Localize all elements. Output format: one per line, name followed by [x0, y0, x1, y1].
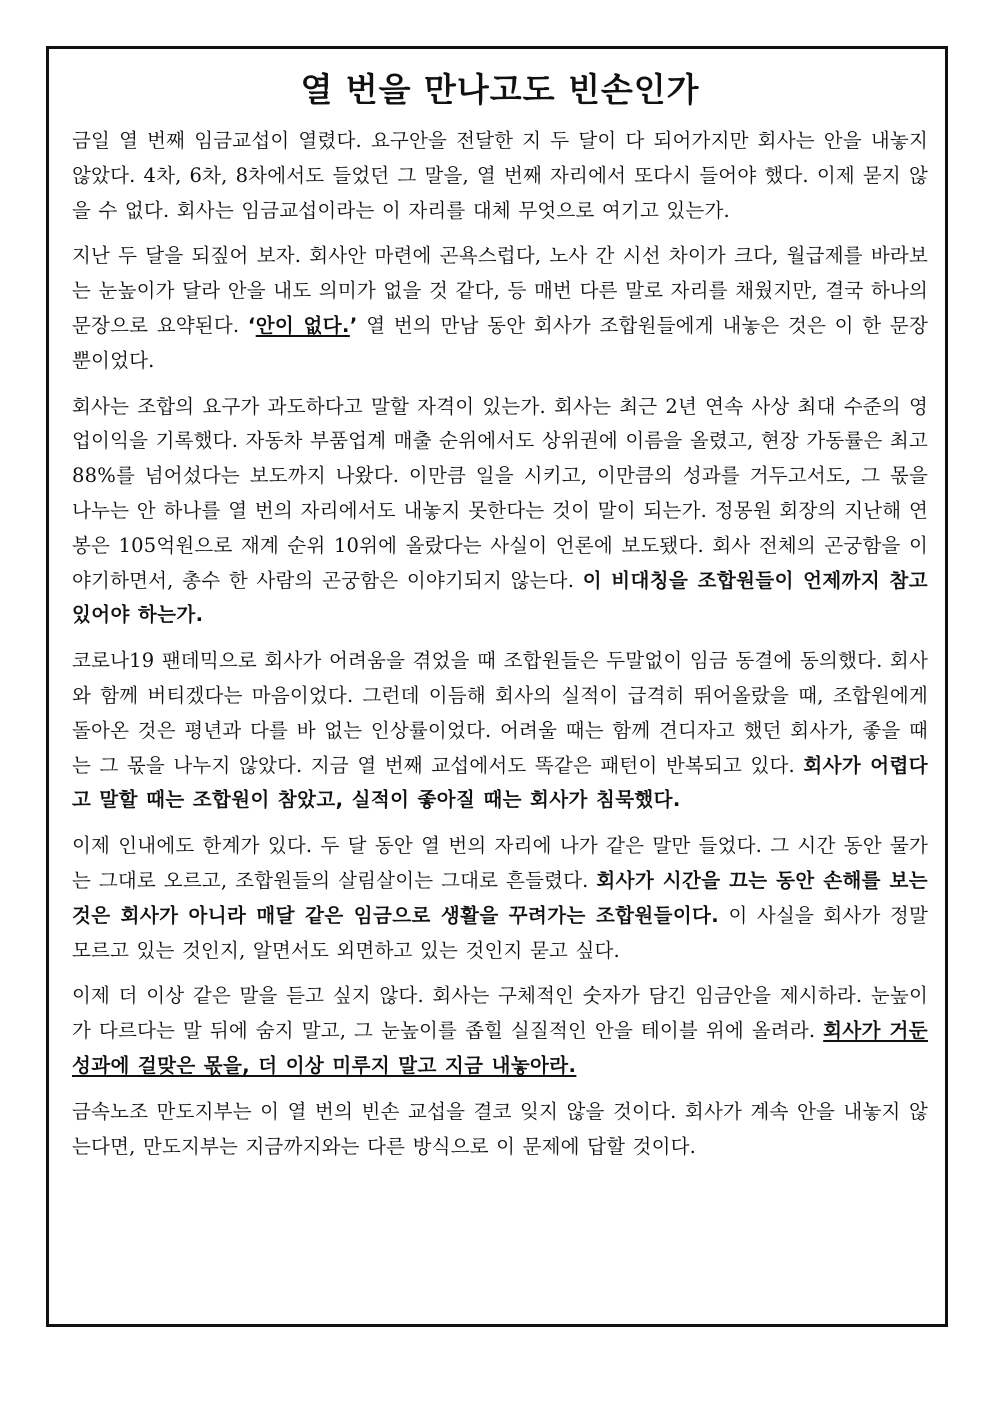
- paragraph-6: [72, 979, 928, 1083]
- paragraph-7: [72, 1095, 928, 1165]
- paragraph-text: 지난 두 달을 되짚어 보자. 회사안 마련에 곤욕스럽다, 노사 간 시선 차이가 크다, 월급제를 바라보는 눈높이가 달라 안을 내도 의미가 없을 것 같다, 등 매번 다른 말로 자리를 채웠지만, 결국 하나의 문장으로 요약된다.: [72, 244, 928, 337]
- paragraph-4: [72, 644, 928, 818]
- paragraph-text: 이제 인내에도 한계가 있다. 두 달 동안 열 번의 자리에 나가 같은 말만 들었다. 그 시간 동안 물가는 그대로 오르고, 조합원들의 살림살이는 그대로 흔들렸다.: [72, 834, 928, 892]
- paragraph-text: 코로나19 팬데믹으로 회사가 어려움을 겪었을 때 조합원들은 두말없이 임금 동결에 동의했다. 회사와 함께 버티겠다는 마음이었다. 그런데 이듬해 회사의 실적이 급격히 뛰어올랐을 때, 조합원에게 돌아온 것은 평년과 다를 바 없는 인상률이었다. 어려울 때는 함께 견디자고 했던 회사가, 좋을 때는 그 몫을 나누지 않았다. 지금 열 번째 교섭에서도 똑같은 패턴이 반복되고 있다.: [72, 649, 928, 777]
- paragraph-3: [72, 390, 928, 634]
- emphasis-sentence: 회사가 시간을 끄는 동안 손해를 보는 것은 회사가 아니라 매달 같은 임금으로 생활을 꾸려가는 조합원들이다.: [72, 868, 928, 927]
- quote-open-mark: ‘: [247, 313, 256, 337]
- emphasis-sentence: 회사가 어렵다고 말할 때는 조합원이 참았고, 실적이 좋아질 때는 회사가 침묵했다.: [72, 753, 928, 812]
- article-body: [72, 124, 928, 1175]
- quote-close-mark: ’: [349, 313, 358, 337]
- paragraph-1: [72, 124, 928, 228]
- paragraph-text: 금일 열 번째 임금교섭이 열렸다. 요구안을 전달한 지 두 달이 다 되어가지만 회사는 안을 내놓지 않았다. 4차, 6차, 8차에서도 들었던 그 말을, 열 번째 자리에서 또다시 들어야 했다. 이제 묻지 않을 수 없다. 회사는 임금교섭이라는 이 자리를 대체 무엇으로 여기고 있는가.: [72, 129, 928, 222]
- paragraph-5: [72, 829, 928, 968]
- page-title: 열 번을 만나고도 빈손인가: [300, 70, 700, 109]
- emphasis-demand: 회사가 거둔 성과에 걸맞은 몫을, 더 이상 미루지 말고 지금 내놓아라.: [72, 1019, 928, 1077]
- paragraph-text: 금속노조 만도지부는 이 열 번의 빈손 교섭을 결코 잊지 않을 것이다. 회사가 계속 안을 내놓지 않는다면, 만도지부는 지금까지와는 다른 방식으로 이 문제에 답할 것이다.: [72, 1099, 928, 1158]
- paragraph-text: 회사는 조합의 요구가 과도하다고 말할 자격이 있는가. 회사는 최근 2년 연속 사상 최대 수준의 영업이익을 기록했다. 자동차 부품업계 매출 순위에서도 상위권에 이름을 올렸고, 현장 가동률은 최고 88%를 넘어섰다는 보도까지 나왔다. 이만큼 일을 시키고, 이만큼의 성과를 거두고서도, 그 몫을 나누는 안 하나를 열 번의 자리에서도 내놓지 못한다는 것이 말이 되는가. 정몽원 회장의 지난해 연봉은 105억원으로 재계 순위 10위에 올랐다는 사실이 언론에 보도됐다. 회사 전체의 곤궁함을 이야기하면서, 총수 한 사람의 곤궁함은 이야기되지 않는다.: [72, 394, 928, 592]
- paragraph-text: 열 번의 만남 동안 회사가 조합원들에게 내놓은 것은 이 한 문장뿐이었다.: [72, 313, 928, 372]
- paragraph-text: 이제 더 이상 같은 말을 듣고 싶지 않다. 회사는 구체적인 숫자가 담긴 임금안을 제시하라. 눈높이가 다르다는 말 뒤에 숨지 말고, 그 눈높이를 좁힐 실질적인 안을 테이블 위에 올려라.: [72, 984, 928, 1043]
- paragraph-2: [72, 239, 928, 378]
- paragraph-text: 이 사실을 회사가 정말 모르고 있는 것인지, 알면서도 외면하고 있는 것인지 묻고 싶다.: [72, 903, 928, 962]
- emphasis-sentence: 이 비대칭을 조합원들이 언제까지 참고 있어야 하는가.: [72, 568, 928, 627]
- emphasis-quote: 안이 없다.: [255, 313, 350, 337]
